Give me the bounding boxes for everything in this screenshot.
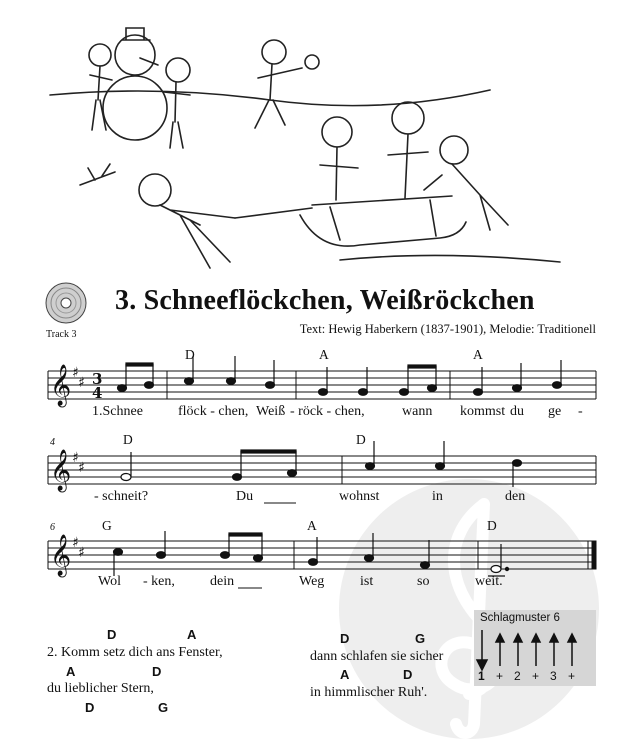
chord-symbol: D [123, 432, 133, 447]
lyric-syllable: Wol [98, 574, 121, 589]
lyric-syllable: dein [210, 574, 235, 589]
lyric-syllable: 1.Schnee [92, 404, 143, 419]
treble-clef: 𝄞 [50, 450, 72, 491]
strum-count: + [568, 669, 576, 683]
lyric-syllable: - schneit? [94, 489, 149, 504]
strum-count: + [532, 669, 540, 683]
lyric-syllable: wann [402, 404, 433, 419]
lyric-syllable: Weiß [256, 404, 286, 419]
chord-symbol: A [319, 347, 329, 362]
chord-symbol: D [487, 518, 497, 533]
lyric-syllable: Weg [299, 574, 325, 589]
lyric-syllable: ge [548, 404, 562, 419]
key-sharp: ♯ [72, 365, 79, 381]
strum-count: 3 [550, 669, 557, 683]
lyric-syllable: in [432, 489, 443, 504]
measure-number: 6 [50, 522, 55, 533]
key-sharp: ♯ [72, 535, 79, 551]
strum-pattern-title: Schlagmuster 6 [480, 612, 560, 624]
key-sharp: ♯ [72, 450, 79, 466]
notes-system-2 [121, 441, 522, 487]
stanza-chord: A [340, 667, 350, 682]
chord-symbol: A [473, 347, 483, 362]
lyric-syllable: wohnst [339, 489, 380, 504]
stanza-chord: G [158, 700, 169, 715]
song-credit: Text: Hewig Haberkern (1837-1901), Melodie: Traditionell [299, 322, 596, 336]
stanza-chord: D [107, 627, 117, 642]
song-title: 3. Schneeflöckchen, Weißröckchen [115, 285, 535, 316]
key-sharp: ♯ [78, 375, 85, 391]
chord-symbol: A [307, 518, 317, 533]
lyric-syllable: ist [360, 574, 374, 589]
chord-symbol: D [356, 432, 366, 447]
lyric-syllable: den [505, 489, 526, 504]
time-signature-bottom: 4 [92, 384, 103, 402]
measure-number: 4 [50, 437, 55, 448]
strum-count: + [496, 669, 504, 683]
stanza-chord: A [187, 627, 197, 642]
lyric-syllable: du [510, 404, 524, 419]
lyric-syllable: kommst [460, 404, 506, 419]
stanza-line: 2. Komm setz dich ans Fenster, [47, 645, 223, 660]
lyric-syllable: - [578, 404, 583, 419]
chord-symbol: G [102, 518, 112, 533]
stanza-chord: D [403, 667, 413, 682]
stanza-line: du lieblicher Stern, [47, 681, 154, 696]
key-sharp: ♯ [78, 460, 85, 476]
stanza-chord: D [340, 631, 350, 646]
time-signature-top: 3 [92, 370, 103, 388]
key-sharp: ♯ [78, 545, 85, 561]
lyric-syllable: weit. [475, 574, 503, 589]
arrow-up-icon [496, 634, 504, 642]
arrow-up-icon [514, 634, 522, 642]
arrow-up-icon [568, 634, 576, 642]
strum-count: 1 [478, 669, 485, 683]
arrow-up-icon [550, 634, 558, 642]
lyric-syllable: so [417, 574, 430, 589]
arrow-up-icon [532, 634, 540, 642]
strum-count: 2 [514, 669, 521, 683]
stanza-chord: G [415, 631, 426, 646]
lyric-syllable: Du [236, 489, 254, 504]
stanza-chord: D [152, 664, 162, 679]
track-label: Track 3 [46, 329, 77, 340]
stanza-chord: D [85, 700, 95, 715]
chord-symbol: D [185, 347, 195, 362]
lyric-syllable: - röck - chen, [290, 404, 365, 419]
treble-clef: 𝄞 [50, 535, 72, 576]
stanza-line: dann schlafen sie sicher [310, 649, 444, 664]
stanza-line: in himmlischer Ruh'. [310, 685, 428, 700]
treble-clef: 𝄞 [50, 365, 72, 406]
stanza-chord: A [66, 664, 76, 679]
lyric-syllable: - ken, [143, 574, 175, 589]
staff-system-3 [48, 541, 596, 569]
lyric-syllable: flöck - chen, [178, 404, 249, 419]
